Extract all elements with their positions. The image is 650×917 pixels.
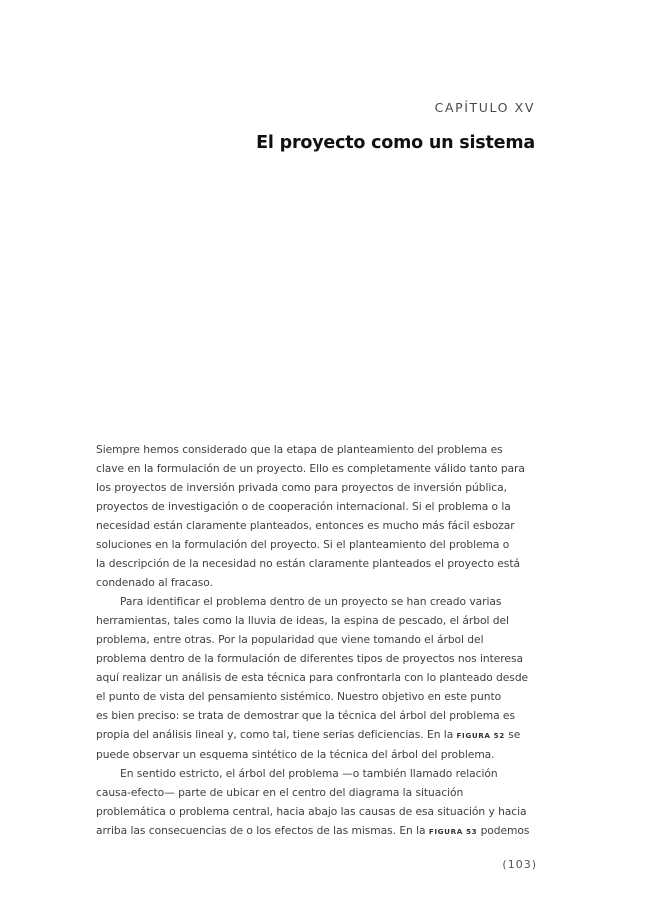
body-line: herramientas, tales como la lluvia de ideas, la espina de pescado, el árbol del bbox=[96, 614, 509, 627]
body-text bbox=[96, 440, 536, 841]
body-line-part: se bbox=[504, 728, 521, 741]
body-line: Siempre hemos considerado que la etapa de planteamiento del problema es bbox=[96, 443, 503, 456]
body-line: clave en la formulación de un proyecto. Ello es completamente válido tanto para bbox=[96, 462, 525, 475]
body-line: En sentido estricto, el árbol del problema —o también llamado relación bbox=[120, 767, 498, 780]
page-number: (103) bbox=[502, 858, 537, 871]
body-line-part: podemos bbox=[477, 824, 530, 837]
body-line bbox=[96, 821, 536, 841]
body-line: aquí realizar un análisis de esta técnica para confrontarla con lo planteado desde bbox=[96, 671, 529, 684]
body-line: problema dentro de la formulación de diferentes tipos de proyectos nos interesa bbox=[96, 652, 523, 665]
body-line: la descripción de la necesidad no están claramente planteados el proyecto está bbox=[96, 557, 520, 570]
body-line-part: arriba las consecuencias de o los efectos de las mismas. En la bbox=[96, 824, 429, 837]
body-line: Para identificar el problema dentro de un proyecto se han creado varias bbox=[120, 595, 502, 608]
body-line: causa-efecto— parte de ubicar en el centro del diagrama la situación bbox=[96, 786, 464, 799]
body-line: problemática o problema central, hacia abajo las causas de esa situación y hacia bbox=[96, 805, 527, 818]
body-line: el punto de vista del pensamiento sistémico. Nuestro objetivo en este punto bbox=[96, 690, 502, 703]
body-line: es bien preciso: se trata de demostrar que la técnica del árbol del problema es bbox=[96, 709, 515, 722]
body-line: necesidad están claramente planteados, entonces es mucho más fácil esbozar bbox=[96, 519, 515, 532]
chapter-title: El proyecto como un sistema bbox=[256, 133, 535, 153]
body-line: puede observar un esquema sintético de la técnica del árbol del problema. bbox=[96, 748, 495, 761]
body-line: soluciones en la formulación del proyecto. Si el planteamiento del problema o bbox=[96, 538, 510, 551]
body-line: problema, entre otras. Por la popularidad que viene tomando el árbol del bbox=[96, 633, 484, 646]
chapter-label: CAPÍTULO XV bbox=[434, 100, 535, 115]
body-line: los proyectos de inversión privada como para proyectos de inversión pública, bbox=[96, 481, 507, 494]
figure-53-reference: FIGURA 53 bbox=[428, 827, 478, 836]
body-line: proyectos de investigación o de cooperación internacional. Si el problema o la bbox=[96, 500, 511, 513]
body-line: condenado al fracaso. bbox=[96, 576, 213, 589]
body-line-part: propia del análisis lineal y, como tal, tiene serias deficiencias. En la bbox=[96, 728, 457, 741]
figure-52-reference: FIGURA 52 bbox=[456, 731, 505, 740]
body-line bbox=[96, 725, 536, 745]
